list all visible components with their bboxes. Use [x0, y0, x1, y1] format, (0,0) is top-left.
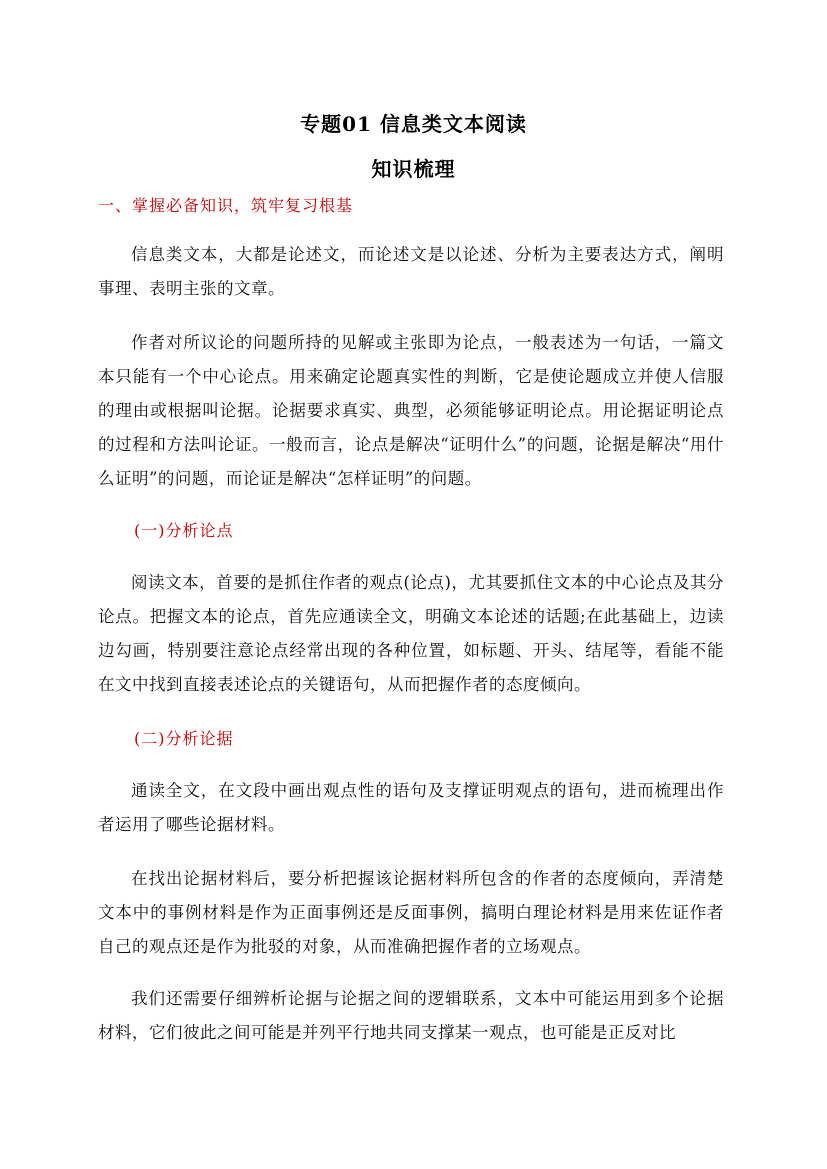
- paragraph: 阅读文本，首要的是抓住作者的观点(论点)，尤其要抓住文本的中心论点及其分论点。把握文本的论点，首先应通读全文，明确文本论述的话题;在此基础上，边读边勾画，特别要注意论点经常出现的各种位置，如标题、开头、结尾等，看能不能在文中找到直接表述论点的关键语句，从而把握作者的态度倾向。: [98, 573, 724, 694]
- paragraph: 我们还需要仔细辨析论据与论据之间的逻辑联系，文本中可能运用到多个论据材料，它们彼此之间可能是并列平行地共同支撑某一观点，也可能是正反对比: [98, 989, 724, 1042]
- section-heading: 一、掌握必备知识，筑牢复习根基: [98, 196, 354, 215]
- paragraph: 通读全文，在文段中画出观点性的语句及支撑证明观点的语句，进而梳理出作者运用了哪些论据材料。: [98, 781, 724, 834]
- paragraph: 在找出论据材料后，要分析把握该论据材料所包含的作者的态度倾向，弄清楚文本中的事例材料是作为正面事例还是反面事例，搞明白理论材料是用来佐证作者自己的观点还是作为批驳的对象，从而准确把握作者的立场观点。: [98, 869, 724, 956]
- page-title: 专题01 信息类文本阅读: [300, 112, 527, 136]
- page-subtitle: 知识梳理: [371, 157, 456, 181]
- paragraph: 信息类文本，大都是论述文，而论述文是以论述、分析为主要表达方式，阐明事理、表明主张的文章。: [98, 245, 724, 298]
- paragraph: 作者对所议论的问题所持的见解或主张即为论点，一般表述为一句话，一篇文本只能有一个中心论点。用来确定论题真实性的判断，它是使论题成立并使人信服的理由或根据叫论据。论据要求真实、典型，必须能够证明论点。用论据证明论点的过程和方法叫论证。一般而言，论点是解决“证明什么”的问题，论据是解决“用什么证明”的问题，而论证是解决“怎样证明”的问题。: [98, 333, 724, 488]
- subsection-heading: (二)分析论据: [134, 729, 234, 748]
- subsection-heading: (一)分析论点: [134, 521, 234, 540]
